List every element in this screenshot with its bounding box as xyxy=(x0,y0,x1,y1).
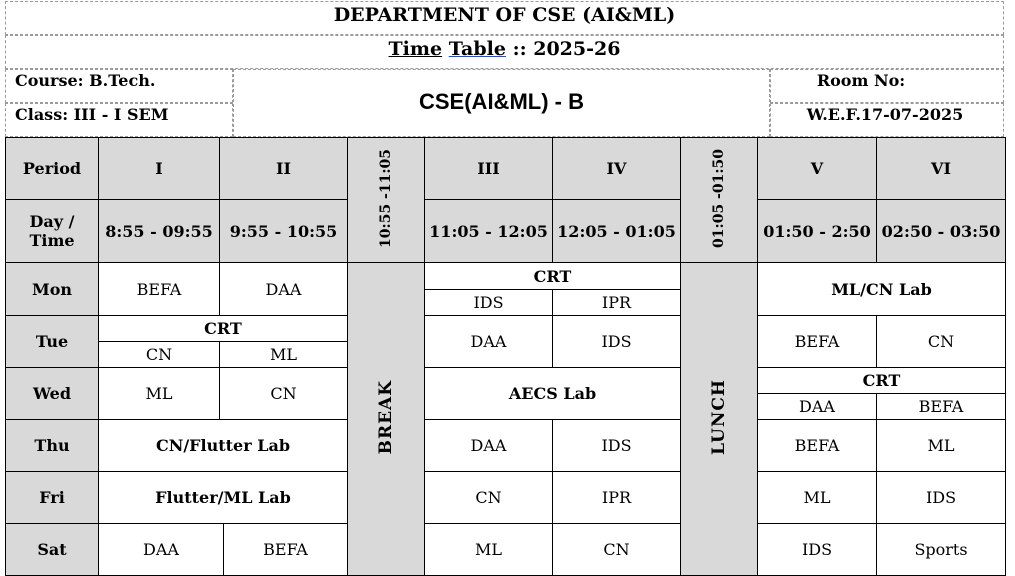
fri-p3: CN xyxy=(425,472,553,524)
day-time-header xyxy=(6,200,99,263)
mon-p2: DAA xyxy=(220,263,348,316)
tue-p3: DAA xyxy=(425,316,553,368)
timetable-title-time: Time xyxy=(388,38,443,60)
period-4-time: 12:05 - 01:05 xyxy=(553,200,681,263)
day-fri: Fri xyxy=(6,472,99,524)
day-thu: Thu xyxy=(6,420,99,472)
mon-p4: IPR xyxy=(553,290,681,316)
period-5-header: V xyxy=(758,138,877,200)
day-time-label-day: Day / xyxy=(29,212,75,231)
lunch-time-cell xyxy=(681,138,758,263)
break-label: BREAK xyxy=(376,379,396,455)
mon-p1: BEFA xyxy=(99,263,220,316)
period-6-header: VI xyxy=(877,138,1006,200)
wed-lab: AECS Lab xyxy=(425,368,681,420)
sat-p3: ML xyxy=(425,524,553,576)
class-label: Class: III - I SEM xyxy=(15,105,169,124)
period-1-header: I xyxy=(99,138,220,200)
timetable-title-year: :: 2025-26 xyxy=(512,38,621,60)
period-3-header: III xyxy=(425,138,553,200)
wed-p5: DAA xyxy=(758,394,877,420)
room-label: Room No: xyxy=(816,71,906,90)
period-1-time: 8:55 - 09:55 xyxy=(99,200,220,263)
timetable-title xyxy=(5,35,1004,63)
period-4-header: IV xyxy=(553,138,681,200)
break-time-cell xyxy=(348,138,425,263)
timetable-title-table: Table xyxy=(448,38,506,60)
mon-crt: CRT xyxy=(425,263,681,290)
period-header: Period xyxy=(6,138,99,200)
day-sat: Sat xyxy=(6,524,99,576)
wef-label: W.E.F.17-07-2025 xyxy=(806,105,964,124)
fri-p6: IDS xyxy=(877,472,1006,524)
wed-crt: CRT xyxy=(758,368,1006,394)
department-title: DEPARTMENT OF CSE (AI&ML) xyxy=(333,3,676,26)
sat-p2: BEFA xyxy=(224,524,348,576)
day-mon: Mon xyxy=(6,263,99,316)
lunch-column xyxy=(681,263,758,576)
period-3-time: 11:05 - 12:05 xyxy=(425,200,553,263)
fri-lab: Flutter/ML Lab xyxy=(99,472,348,524)
day-wed: Wed xyxy=(6,368,99,420)
fri-p4: IPR xyxy=(553,472,681,524)
sat-p6: Sports xyxy=(877,524,1006,576)
sat-p5: IDS xyxy=(758,524,877,576)
tue-p2: ML xyxy=(220,342,348,368)
day-tue: Tue xyxy=(6,316,99,368)
wed-p1: ML xyxy=(99,368,220,420)
day-time-label-time: Time xyxy=(29,231,75,250)
fri-p5: ML xyxy=(758,472,877,524)
lunch-label: LUNCH xyxy=(709,379,729,455)
tue-crt: CRT xyxy=(99,316,348,342)
break-column xyxy=(348,263,425,576)
mon-lab: ML/CN Lab xyxy=(758,263,1006,316)
period-2-header: II xyxy=(220,138,348,200)
section-title: CSE(AI&ML) - B xyxy=(419,89,584,114)
break-time: 10:55 -11:05 xyxy=(378,148,394,248)
course-label: Course: B.Tech. xyxy=(15,71,156,90)
tue-p4: IDS xyxy=(553,316,681,368)
lunch-time: 01:05 -01:50 xyxy=(711,148,727,248)
thu-p4: IDS xyxy=(553,420,681,472)
mon-p3: IDS xyxy=(425,290,553,316)
sat-p1: DAA xyxy=(99,524,224,576)
period-5-time: 01:50 - 2:50 xyxy=(758,200,877,263)
thu-p6: ML xyxy=(877,420,1006,472)
thu-p3: DAA xyxy=(425,420,553,472)
thu-p5: BEFA xyxy=(758,420,877,472)
tue-p6: CN xyxy=(877,316,1006,368)
tue-p5: BEFA xyxy=(758,316,877,368)
thu-lab: CN/Flutter Lab xyxy=(99,420,348,472)
wed-p2: CN xyxy=(220,368,348,420)
period-6-time: 02:50 - 03:50 xyxy=(877,200,1006,263)
sat-p4: CN xyxy=(553,524,681,576)
timetable-grid xyxy=(5,137,1006,576)
period-2-time: 9:55 - 10:55 xyxy=(220,200,348,263)
wed-p6: BEFA xyxy=(877,394,1006,420)
tue-p1: CN xyxy=(99,342,220,368)
